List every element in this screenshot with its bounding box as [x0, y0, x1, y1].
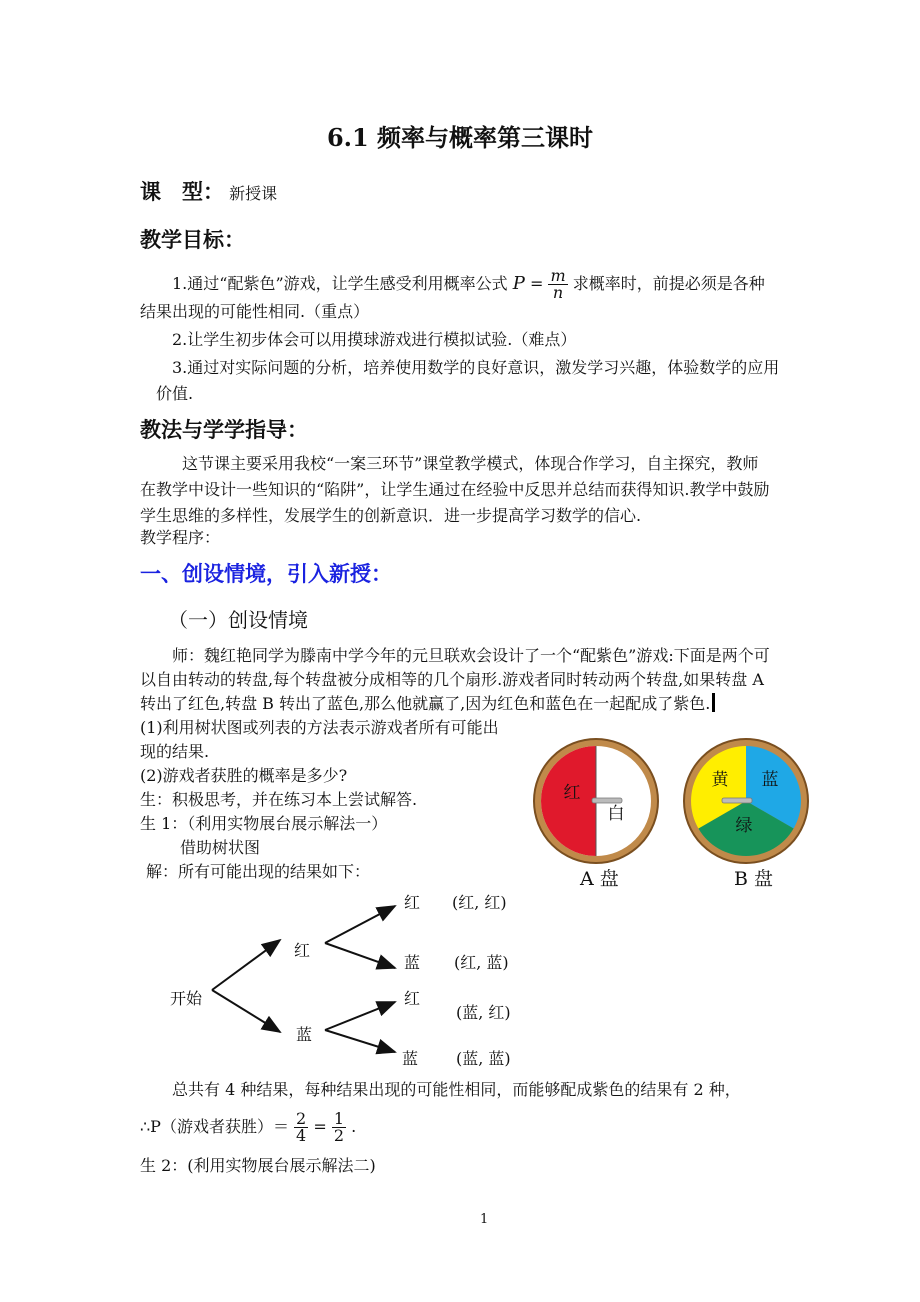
lesson-type-label: 课 型：: [140, 179, 224, 204]
tree-edge-red-red: [325, 906, 395, 943]
fraction-1-2-num: 1: [333, 1109, 345, 1128]
conclusion-prefix: ∴P（游戏者获胜）＝: [140, 1117, 289, 1136]
tree-level2-red-2: 红: [404, 989, 421, 1008]
section-1-heading: 一、创设情境，引入新授：: [140, 561, 392, 586]
lesson-type: [140, 176, 277, 206]
tree-edge-blue-red: [325, 1002, 395, 1030]
tree-start: 开始: [170, 989, 203, 1008]
question-1a: (1)利用树状图或列表的方法表示游戏者所有可能出: [140, 718, 499, 737]
page-number: 1: [480, 1212, 489, 1227]
page-title: 6.1 频率与概率第三课时: [326, 123, 594, 152]
tree-result-3: (蓝, 红): [456, 1003, 511, 1022]
formula-numerator: m: [550, 266, 566, 285]
objective-1-before: 1.通过“配紫色”游戏，让学生感受利用概率公式: [172, 274, 508, 293]
disk-a-caption: A 盘: [580, 868, 619, 890]
disk-b: [680, 735, 812, 867]
program-label: 教学程序：: [140, 528, 221, 547]
tree-edge-red-blue: [325, 943, 395, 968]
student-1: 生 1：（利用实物展台展示解法一）: [140, 814, 388, 833]
tree-level1-blue: 蓝: [296, 1025, 313, 1044]
text-cursor: [712, 693, 715, 712]
tree-result-1: (红, 红): [452, 893, 507, 912]
disk-b-blue-label: 蓝: [761, 770, 779, 790]
objective-1-line2: 结果出现的可能性相同.（重点）: [140, 302, 370, 321]
conclusion-eq: =: [313, 1117, 332, 1136]
guidance-heading: 教法与学学指导：: [140, 417, 308, 442]
conclusion-line1: 总共有 4 种结果，每种结果出现的可能性相同，而能够配成紫色的结果有 2 种，: [172, 1080, 741, 1099]
disk-a-red-label: 红: [563, 783, 581, 803]
question-2: (2)游戏者获胜的概率是多少?: [140, 766, 348, 785]
objective-3-line1: 3.通过对实际问题的分析，培养使用数学的良好意识，激发学习兴趣，体验数学的应用: [172, 358, 780, 377]
disk-a: [530, 735, 662, 867]
objective-1-after: 求概率时，前提必须是各种: [572, 274, 765, 293]
guidance-line3: 学生思维的多样性，发展学生的创新意识．进一步提高学习数学的信心.: [140, 506, 642, 525]
student-think: 生：积极思考，并在练习本上尝试解答.: [140, 790, 418, 809]
scenario-line2: 以自由转动的转盘,每个转盘被分成相等的几个扇形.游戏者同时转动两个转盘,如果转盘 A: [140, 670, 764, 689]
fraction-1-2: [332, 1111, 346, 1144]
fraction-2-4-num: 2: [296, 1109, 307, 1128]
fraction-1-2-den: 2: [333, 1126, 345, 1145]
fraction-2-4: [294, 1111, 308, 1144]
guidance-line1: 这节课主要采用我校“一案三环节”课堂教学模式，体现合作学习，自主探究，教师: [182, 454, 759, 473]
guidance-line2: 在教学中设计一些知识的“陷阱”，让学生通过在经验中反思并总结而获得知识.教学中鼓励: [140, 480, 770, 499]
lesson-type-value: 新授课: [229, 184, 278, 203]
tree-edge-start-blue: [212, 990, 280, 1032]
conclusion-end: .: [351, 1117, 357, 1136]
tree-level2-blue-2: 蓝: [402, 1049, 419, 1068]
tree-level2-red-1: 红: [404, 893, 421, 912]
scenario-line3-text: 转出了红色,转盘 B 转出了蓝色,那么他就赢了,因为红色和蓝色在一起配成了紫色.: [140, 694, 711, 713]
disk-a-pointer: [592, 798, 622, 803]
formula-denominator: n: [552, 283, 564, 302]
formula-eq: =: [529, 274, 549, 293]
objective-3-line2: 价值.: [156, 384, 194, 403]
fraction-2-4-den: 4: [296, 1126, 307, 1145]
objectives-heading: 教学目标：: [140, 227, 245, 252]
tree-result-4: (蓝, 蓝): [456, 1049, 511, 1068]
disk-a-white-label: 白: [607, 804, 625, 824]
formula-fraction: [548, 268, 567, 301]
disk-b-caption: B 盘: [734, 868, 774, 890]
conclusion-line2: [140, 1104, 356, 1150]
question-1b: 现的结果.: [140, 742, 210, 761]
disk-b-yellow-label: 黄: [711, 770, 729, 790]
solution-intro: 解：所有可能出现的结果如下：: [146, 862, 371, 881]
tree-label: 借助树状图: [180, 838, 261, 857]
scenario-line1: 师：魏红艳同学为滕南中学今年的元旦联欢会设计了一个“配紫色”游戏:下面是两个可: [172, 646, 770, 665]
disk-b-pointer: [722, 798, 752, 803]
objective-2: 2.让学生初步体会可以用摸球游戏进行模拟试验.（难点）: [172, 330, 577, 349]
formula-p: P: [512, 273, 525, 294]
tree-level1-red: 红: [294, 941, 311, 960]
disk-b-green-label: 绿: [735, 816, 753, 836]
tree-edge-blue-blue: [325, 1030, 395, 1052]
tree-edge-start-red: [212, 940, 280, 990]
tree-result-2: (红, 蓝): [454, 953, 509, 972]
tree-diagram: [150, 880, 570, 1070]
tree-level2-blue-1: 蓝: [404, 953, 421, 972]
student-2: 生 2：(利用实物展台展示解法二): [140, 1156, 376, 1175]
section-1-sub: （一）创设情境: [168, 608, 308, 632]
